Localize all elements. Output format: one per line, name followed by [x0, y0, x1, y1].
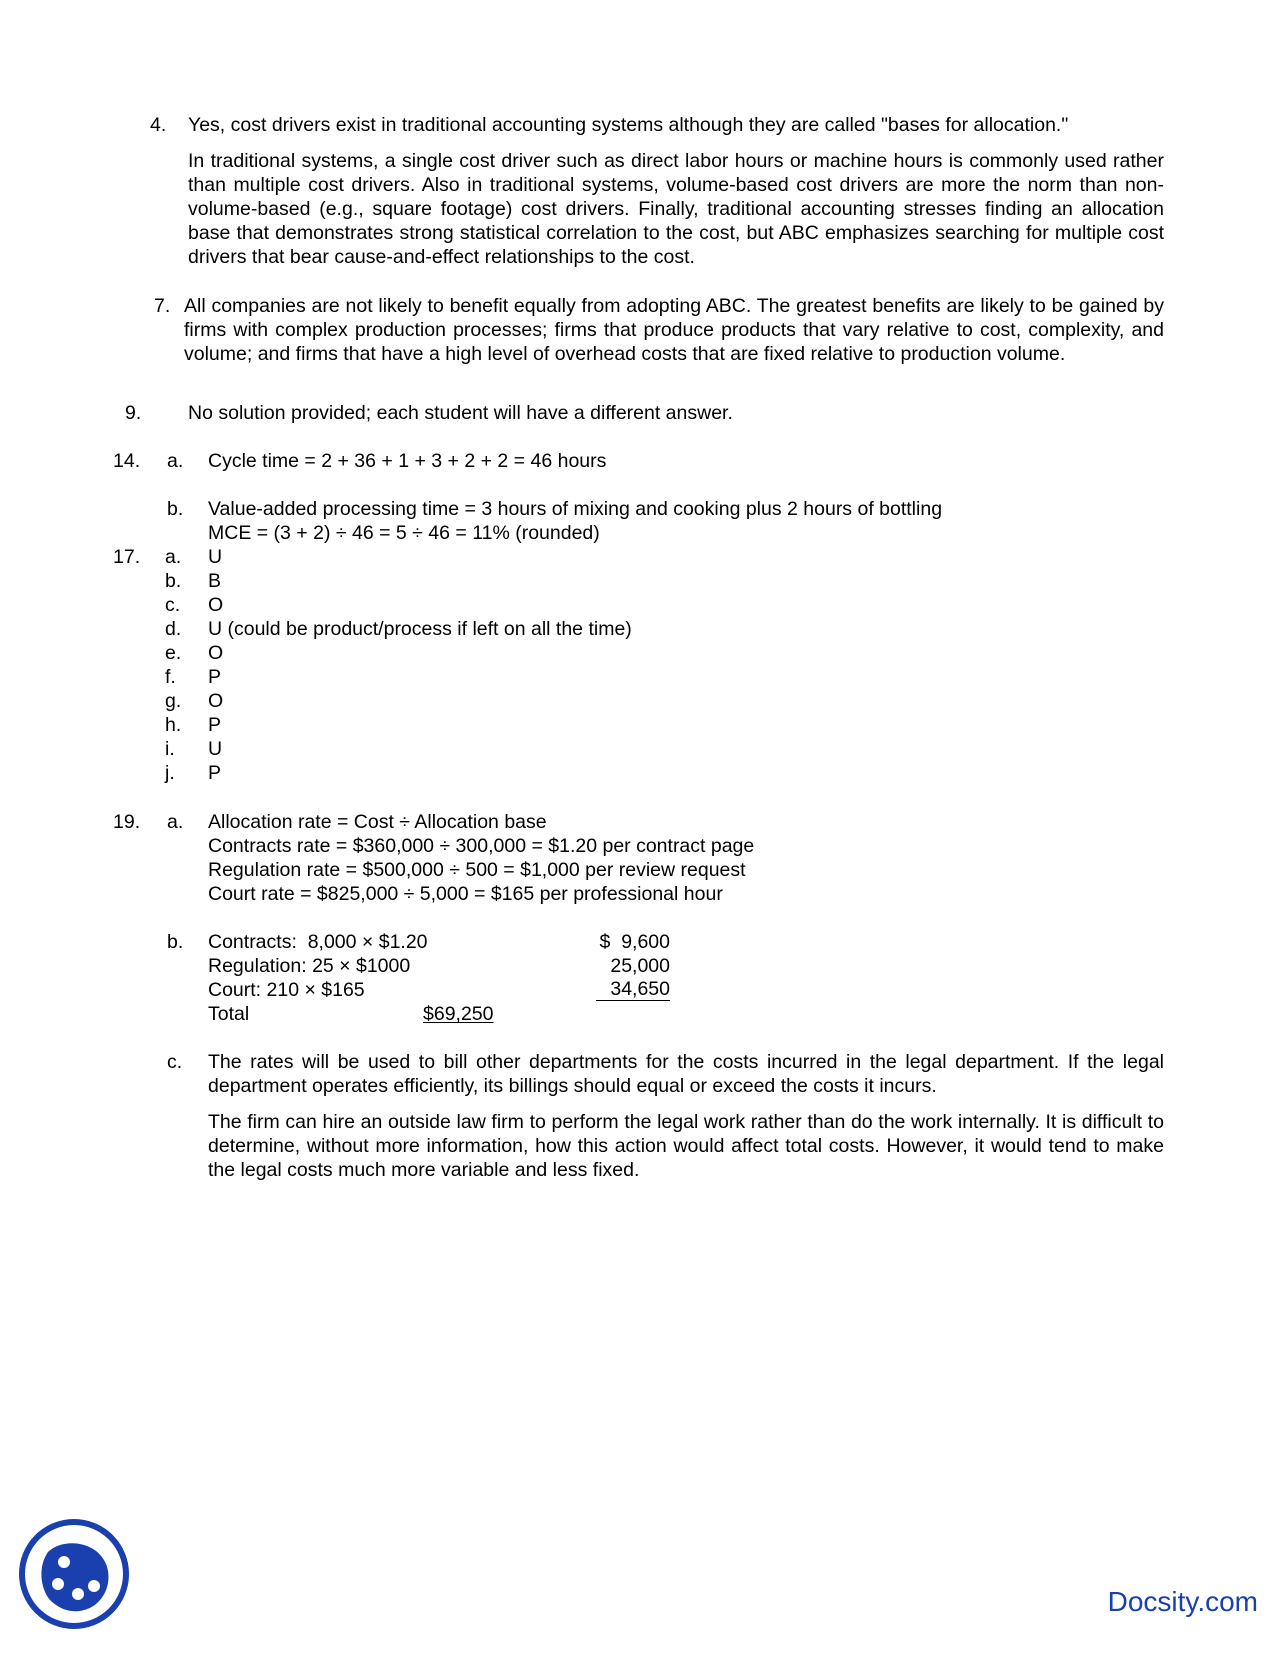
q14-number: 14.: [113, 450, 141, 472]
q17-item-label: a.: [165, 546, 182, 568]
q17-item-label: g.: [165, 690, 182, 712]
q19-a-lines: [208, 810, 754, 906]
q17-item-label: f.: [165, 666, 176, 688]
cost-total-amount: $69,250: [423, 1003, 494, 1025]
q14-a-text: Cycle time = 2 + 36 + 1 + 3 + 2 + 2 = 46 hours: [208, 450, 607, 472]
cost-row-contracts-desc: Contracts: 8,000 × $1.20: [208, 931, 428, 953]
q17-item-value: P: [208, 762, 222, 784]
q4-lead: Yes, cost drivers exist in traditional accounting systems although they are called "bases for allocation.": [188, 114, 1069, 136]
q19-c-para2: The firm can hire an outside law firm to perform the legal work rather than do the work internally. It is difficult to determine, without more information, how this action would affect total costs. However, it would tend to make the legal costs much more variable and less fixed.: [208, 1111, 1164, 1181]
q4-body: In traditional systems, a single cost driver such as direct labor hours or machine hours is commonly used rather than multiple cost drivers. Also in traditional systems, volume-based cost drivers are more the norm than non-volume-based (e.g., square footage) cost drivers. Finally, traditional accounting stresses finding an allocation base that demonstrates strong statistical correlation to the cost, but ABC emphasizes searching for multiple cost drivers that bear cause-and-effect relationships to the cost.: [188, 150, 1164, 268]
q17-item-label: h.: [165, 714, 182, 736]
cost-row-contracts-amount: $ 9,600: [599, 931, 670, 953]
q4-number: 4.: [150, 114, 167, 136]
q17-item-label: j.: [165, 762, 175, 784]
q9-body: No solution provided; each student will have a different answer.: [188, 402, 733, 424]
q7-body: All companies are not likely to benefit equally from adopting ABC. The greatest benefits are likely to be gained by firms with complex production processes; firms that produce products that vary relative to cost, complexity, and volume; and firms that have a high level of overhead costs that are fixed relative to production volume.: [184, 295, 1164, 365]
q17-item-label: d.: [165, 618, 182, 640]
q19-a-line: Regulation rate = $500,000 ÷ 500 = $1,000 per review request: [208, 859, 746, 881]
q17-item-label: c.: [165, 594, 181, 616]
q19-a-line: Allocation rate = Cost ÷ Allocation base: [208, 811, 547, 833]
cost-row-regulation-amount: 25,000: [610, 955, 670, 977]
q17-item-value: P: [208, 714, 222, 736]
docsity-logo-svg: [18, 1518, 130, 1630]
q19-b-label: b.: [167, 931, 184, 953]
q17-item-value: O: [208, 594, 224, 616]
q19-a-line: Court rate = $825,000 ÷ 5,000 = $165 per professional hour: [208, 883, 723, 905]
q17-item-value: U: [208, 738, 223, 760]
q14-b-line2: MCE = (3 + 2) ÷ 46 = 5 ÷ 46 = 11% (rounded): [208, 522, 600, 544]
cost-row-court-desc: Court: 210 × $165: [208, 979, 365, 1001]
docsity-brand-link[interactable]: Docsity.com: [1107, 1586, 1258, 1617]
q17-number: 17.: [113, 546, 141, 568]
q14-b-label: b.: [167, 498, 184, 520]
q19-c-para1: The rates will be used to bill other departments for the costs incurred in the legal department. If the legal department operates efficiently, its billings should equal or exceed the costs it incurs.: [208, 1051, 1164, 1097]
q7-number: 7.: [154, 295, 171, 317]
q17-item-value: B: [208, 570, 222, 592]
q17-item-label: e.: [165, 642, 182, 664]
q17-item-value: U (could be product/process if left on all the time): [208, 618, 632, 640]
q17-item-value: O: [208, 690, 224, 712]
q17-item-label: i.: [165, 738, 175, 760]
q14-b-line1: Value-added processing time = 3 hours of mixing and cooking plus 2 hours of bottling: [208, 498, 943, 520]
q19-number: 19.: [113, 811, 141, 833]
docsity-logo-icon: [18, 1518, 130, 1630]
q17-item-value: U: [208, 546, 223, 568]
q19-a-label: a.: [167, 811, 184, 833]
q17-item-label: b.: [165, 570, 182, 592]
q17-item-value: P: [208, 666, 222, 688]
cost-row-regulation-desc: Regulation: 25 × $1000: [208, 955, 411, 977]
q19-a-line: Contracts rate = $360,000 ÷ 300,000 = $1.20 per contract page: [208, 835, 755, 857]
q14-a-label: a.: [167, 450, 184, 472]
q17-item-value: O: [208, 642, 224, 664]
cost-row-court-amount-text: 34,650: [610, 978, 670, 1000]
q9-number: 9.: [125, 402, 142, 424]
cost-row-court-amount: [596, 978, 670, 1001]
cost-total-label: Total: [208, 1003, 250, 1025]
q19-c-label: c.: [167, 1051, 183, 1073]
